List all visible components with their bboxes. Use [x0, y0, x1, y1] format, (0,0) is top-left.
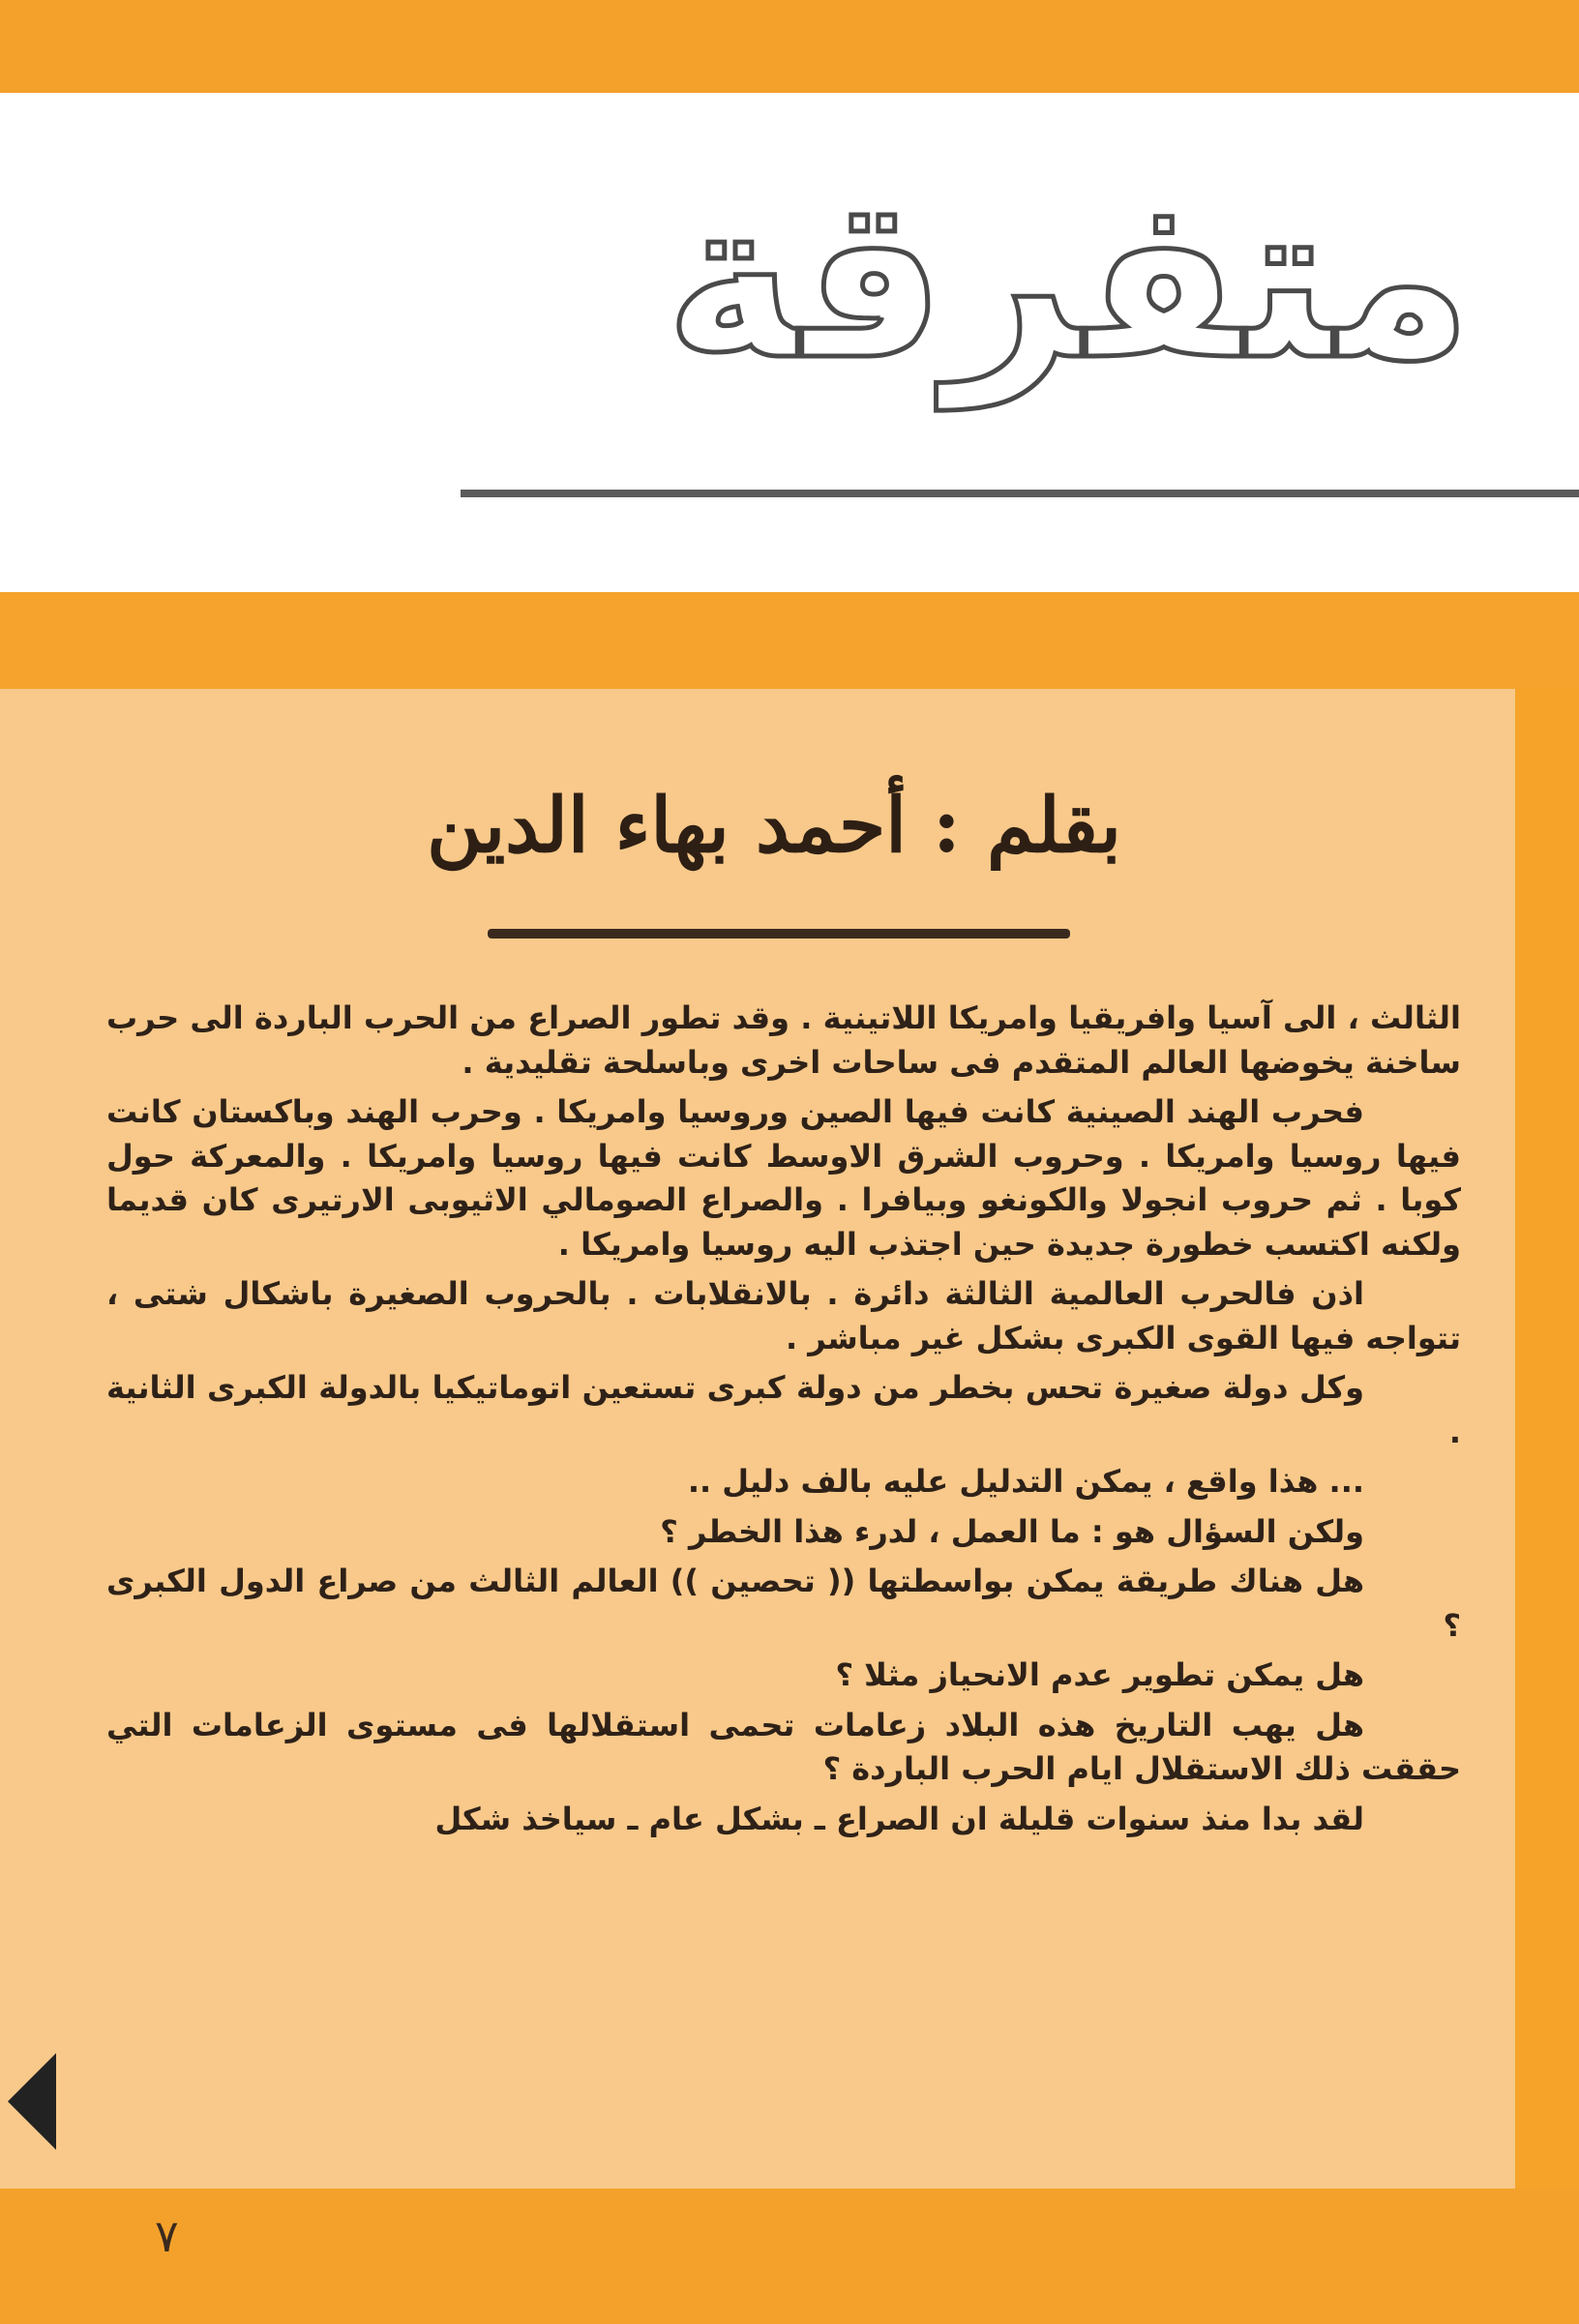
article-paragraph: لقد بدا منذ سنوات قليلة ان الصراع ـ بشكل عام ـ سياخذ شكل — [434, 1800, 1364, 1837]
article-paragraph: هل هناك طريقة يمكن بواسطتها (( تحصين )) العالم الثالث من صراع الدول الكبرى ؟ — [106, 1563, 1461, 1644]
article-paragraph: هل يهب التاريخ هذه البلاد زعامات تحمى استقلالها فى مستوى الزعامات التي حققت ذلك الاستقلال ايام الحرب الباردة ؟ — [106, 1706, 1461, 1787]
title-underline — [461, 490, 1579, 497]
article-body — [106, 997, 1461, 1847]
article-paragraph: فحرب الهند الصينية كانت فيها الصين وروسيا وامريكا . وحرب الهند وباكستان كانت فيها روسيا وامريكا . وحروب الشرق الاوسط كانت فيها روسيا وامريكا . والمعركة حول كوبا . ثم حروب انجولا والكونغو وبيافرا . والصراع الصومالي الاثيوبى الارتيرى كان قديما ولكنه اكتسب خطورة جديدة حين اجتذب اليه روسيا وامريكا . — [106, 1093, 1461, 1263]
page-number: ٧ — [155, 2210, 179, 2262]
author-byline: بقلم : أحمد بهاء الدين — [427, 782, 1121, 870]
article-paragraph: ... هذا واقع ، يمكن التدليل عليه بالف دليل .. — [687, 1463, 1364, 1500]
section-title: متفرقة — [665, 151, 1473, 409]
article-paragraph: الثالث ، الى آسيا وافريقيا وامريكا اللاتينية . وقد تطور الصراع من الحرب الباردة الى حرب ساخنة يخوضها العالم المتقدم فى ساحات اخرى وباسلحة تقليدية . — [106, 999, 1461, 1081]
byline-underline — [488, 929, 1070, 939]
left-triangle-arrow-icon — [8, 2053, 56, 2150]
article-paragraph: هل يمكن تطوير عدم الانحياز مثلا ؟ — [835, 1656, 1364, 1693]
article-paragraph: وكل دولة صغيرة تحس بخطر من دولة كبرى تستعين اتوماتيكيا بالدولة الكبرى الثانية . — [106, 1369, 1461, 1450]
middle-orange-band — [0, 592, 1579, 689]
top-orange-band — [0, 0, 1579, 93]
article-paragraph: ولكن السؤال هو : ما العمل ، لدرء هذا الخطر ؟ — [660, 1512, 1364, 1550]
article-paragraph: اذن فالحرب العالمية الثالثة دائرة . بالانقلابات . بالحروب الصغيرة باشكال شتى ، تتواجه فيها القوى الكبرى بشكل غير مباشر . — [106, 1275, 1461, 1356]
bottom-orange-band — [0, 2189, 1579, 2324]
